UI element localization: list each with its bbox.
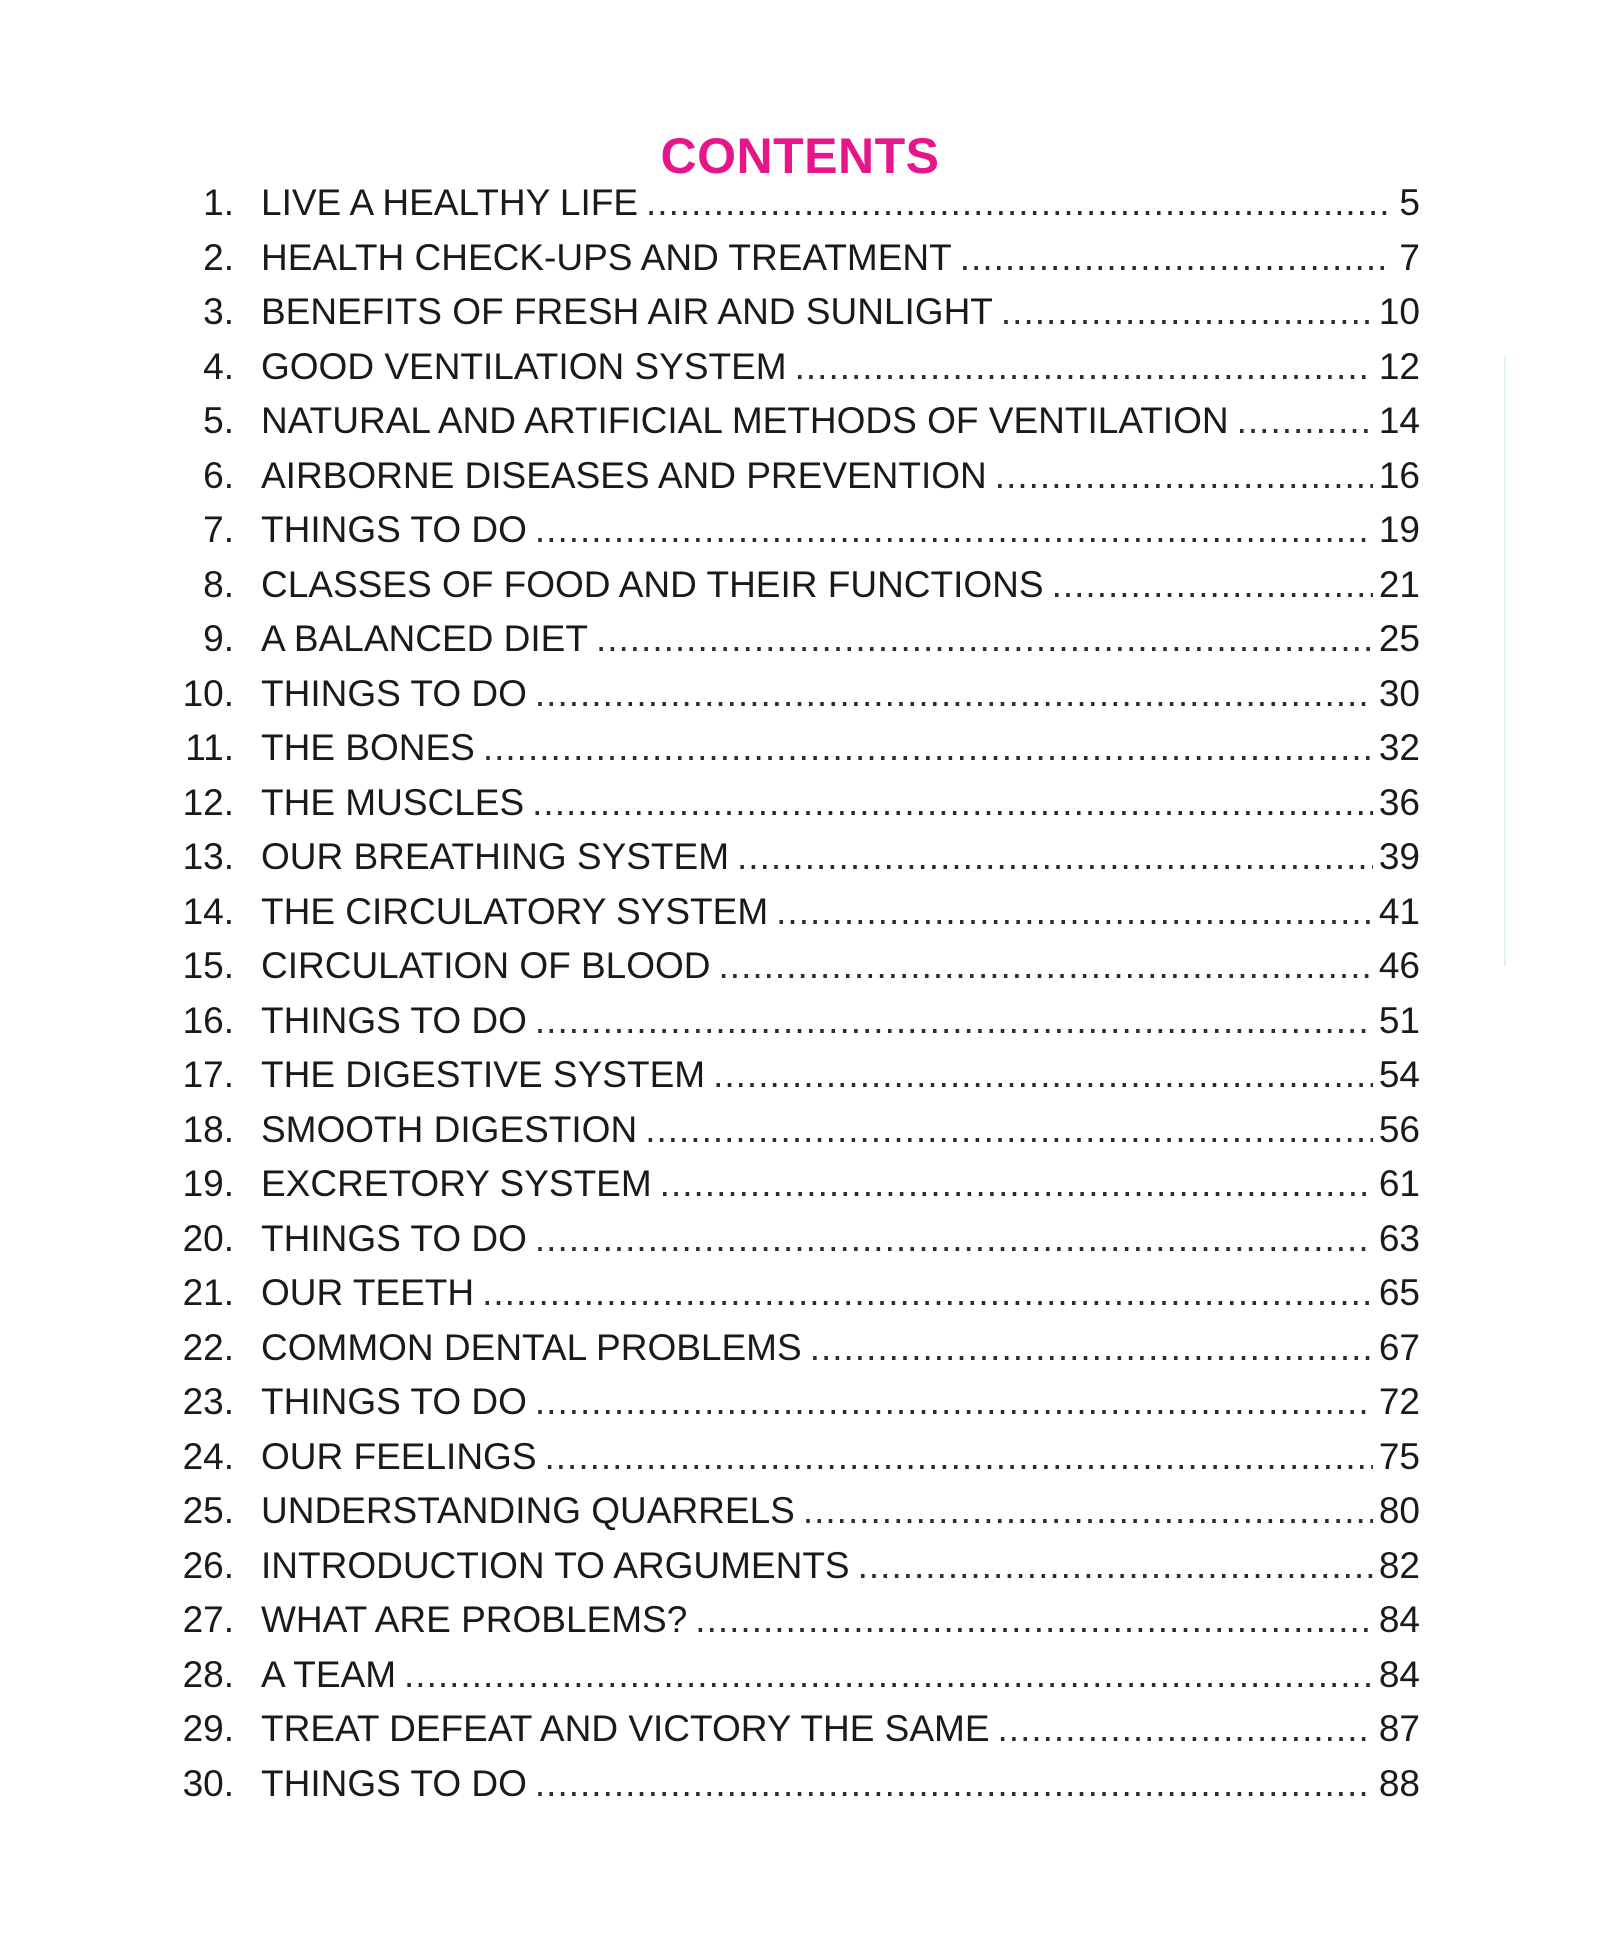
toc-entry-page-number: 84 xyxy=(1378,1599,1420,1640)
toc-entry-page-number: 61 xyxy=(1378,1163,1420,1204)
toc-entry-leader-dots xyxy=(535,1212,1373,1267)
toc-entry-title: THINGS TO DO xyxy=(261,999,527,1041)
toc-entry-title: HEALTH CHECK-UPS AND TREATMENT xyxy=(261,236,952,278)
toc-entry-number: 6. xyxy=(203,454,234,496)
toc-entry-page-number: 54 xyxy=(1378,1054,1420,1095)
toc-entry[interactable] xyxy=(170,939,1420,994)
page-edge-line xyxy=(1504,356,1506,966)
toc-entry[interactable] xyxy=(170,830,1420,885)
toc-entry-number: 28. xyxy=(182,1653,234,1695)
toc-entry-number: 1. xyxy=(203,182,234,223)
toc-entry-title: GOOD VENTILATION SYSTEM xyxy=(261,345,787,387)
toc-entry-title: COMMON DENTAL PROBLEMS xyxy=(261,1326,802,1368)
toc-entry-title: THINGS TO DO xyxy=(261,672,527,714)
toc-entry-number: 17. xyxy=(182,1054,234,1095)
toc-entry[interactable] xyxy=(170,1430,1420,1485)
toc-entry[interactable] xyxy=(170,721,1420,776)
toc-entry-leader-dots xyxy=(535,667,1373,722)
toc-entry-title: BENEFITS OF FRESH AIR AND SUNLIGHT xyxy=(261,291,993,332)
toc-entry-title: THINGS TO DO xyxy=(261,1217,527,1259)
toc-entry-page-number: 41 xyxy=(1378,890,1420,932)
toc-entry-title: THE CIRCULATORY SYSTEM xyxy=(261,890,769,932)
toc-entry-leader-dots xyxy=(719,939,1373,994)
toc-entry-page-number: 36 xyxy=(1378,781,1420,823)
toc-entry[interactable] xyxy=(170,1266,1420,1321)
toc-entry[interactable] xyxy=(170,1103,1420,1158)
toc-entry-page-number: 25 xyxy=(1378,618,1420,659)
toc-entry-leader-dots xyxy=(737,830,1373,885)
toc-entry-leader-dots xyxy=(645,1103,1373,1158)
toc-entry-leader-dots xyxy=(995,449,1373,504)
toc-entry-leader-dots xyxy=(858,1539,1373,1594)
toc-entry-number: 2. xyxy=(203,236,234,278)
toc-entry[interactable] xyxy=(170,1702,1420,1757)
toc-entry-title: SMOOTH DIGESTION xyxy=(261,1108,638,1150)
toc-entry-number: 15. xyxy=(182,945,234,986)
toc-entry-title: EXCRETORY SYSTEM xyxy=(261,1163,652,1204)
toc-entry[interactable] xyxy=(170,394,1420,449)
toc-entry-number: 10. xyxy=(182,672,234,714)
toc-entry-number: 13. xyxy=(182,836,234,877)
toc-entry-leader-dots xyxy=(1001,285,1373,340)
toc-entry-number: 9. xyxy=(203,618,234,659)
toc-entry-number: 8. xyxy=(203,563,234,605)
toc-entry-number: 24. xyxy=(182,1435,234,1477)
toc-entry-number: 12. xyxy=(182,781,234,823)
toc-entry[interactable] xyxy=(170,667,1420,722)
toc-entry-page-number: 32 xyxy=(1378,727,1420,768)
toc-entry-number: 20. xyxy=(182,1217,234,1259)
toc-entry-title: OUR FEELINGS xyxy=(261,1435,537,1477)
toc-entry[interactable] xyxy=(170,994,1420,1049)
toc-entry[interactable] xyxy=(170,449,1420,504)
toc-entry[interactable] xyxy=(170,558,1420,613)
toc-entry-title: NATURAL AND ARTIFICIAL METHODS OF VENTILATION xyxy=(261,400,1229,441)
toc-entry-leader-dots xyxy=(776,885,1373,940)
toc-entry-leader-dots xyxy=(535,1375,1373,1430)
toc-entry-title: CLASSES OF FOOD AND THEIR FUNCTIONS xyxy=(261,563,1044,605)
table-of-contents xyxy=(170,176,1420,1811)
toc-entry-page-number: 14 xyxy=(1378,400,1420,441)
toc-entry-leader-dots xyxy=(483,721,1373,776)
toc-entry-leader-dots xyxy=(695,1593,1373,1648)
toc-entry[interactable] xyxy=(170,285,1420,340)
toc-entry-page-number: 88 xyxy=(1378,1762,1420,1804)
toc-entry-page-number: 82 xyxy=(1378,1544,1420,1586)
toc-entry-page-number: 72 xyxy=(1378,1381,1420,1422)
toc-entry-leader-dots xyxy=(810,1321,1373,1376)
toc-entry-number: 29. xyxy=(182,1708,234,1749)
toc-entry-number: 4. xyxy=(203,345,234,387)
toc-entry-leader-dots xyxy=(998,1702,1373,1757)
toc-entry-number: 7. xyxy=(203,509,234,550)
toc-entry-number: 27. xyxy=(182,1599,234,1640)
toc-entry-number: 21. xyxy=(182,1272,234,1313)
toc-entry-title: OUR BREATHING SYSTEM xyxy=(261,836,730,877)
toc-entry[interactable] xyxy=(170,612,1420,667)
toc-entry[interactable] xyxy=(170,1757,1420,1812)
toc-entry-leader-dots xyxy=(404,1648,1373,1703)
toc-entry-number: 23. xyxy=(182,1381,234,1422)
toc-entry-title: AIRBORNE DISEASES AND PREVENTION xyxy=(261,454,987,496)
toc-entry-number: 3. xyxy=(203,291,234,332)
toc-entry-leader-dots xyxy=(535,1757,1373,1812)
toc-entry-page-number: 7 xyxy=(1399,236,1420,278)
toc-entry-page-number: 63 xyxy=(1378,1217,1420,1259)
toc-entry[interactable] xyxy=(170,1157,1420,1212)
toc-entry-page-number: 46 xyxy=(1378,945,1420,986)
toc-entry-number: 16. xyxy=(182,999,234,1041)
toc-entry-leader-dots xyxy=(1237,394,1373,449)
toc-entry-number: 30. xyxy=(182,1762,234,1804)
toc-entry-leader-dots xyxy=(482,1266,1373,1321)
toc-entry-page-number: 30 xyxy=(1378,672,1420,714)
toc-entry[interactable] xyxy=(170,503,1420,558)
toc-entry[interactable] xyxy=(170,885,1420,940)
toc-entry-title: THINGS TO DO xyxy=(261,1762,527,1804)
toc-entry[interactable] xyxy=(170,1375,1420,1430)
toc-entry-title: THE MUSCLES xyxy=(261,781,525,823)
toc-entry-leader-dots xyxy=(713,1048,1373,1103)
toc-entry[interactable] xyxy=(170,1484,1420,1539)
toc-entry-page-number: 80 xyxy=(1378,1490,1420,1531)
toc-entry-number: 25. xyxy=(182,1490,234,1531)
toc-entry-title: LIVE A HEALTHY LIFE xyxy=(261,182,639,223)
toc-entry-title: A BALANCED DIET xyxy=(261,618,588,659)
toc-entry[interactable] xyxy=(170,340,1420,395)
toc-entry-leader-dots xyxy=(660,1157,1373,1212)
toc-entry[interactable] xyxy=(170,1593,1420,1648)
toc-entry-page-number: 87 xyxy=(1378,1708,1420,1749)
toc-entry-title: THE DIGESTIVE SYSTEM xyxy=(261,1054,706,1095)
toc-entry-title: THINGS TO DO xyxy=(261,509,527,550)
toc-entry-page-number: 67 xyxy=(1378,1326,1420,1368)
toc-entry-number: 11. xyxy=(185,727,234,768)
toc-entry[interactable] xyxy=(170,231,1420,286)
toc-entry-page-number: 75 xyxy=(1378,1435,1420,1477)
toc-entry[interactable] xyxy=(170,1048,1420,1103)
toc-entry[interactable] xyxy=(170,176,1420,231)
toc-entry-number: 5. xyxy=(203,400,234,441)
toc-entry-page-number: 5 xyxy=(1399,182,1420,223)
toc-entry-page-number: 16 xyxy=(1378,454,1420,496)
toc-entry-page-number: 65 xyxy=(1378,1272,1420,1313)
toc-entry-leader-dots xyxy=(1052,558,1373,613)
toc-entry-title: THE BONES xyxy=(261,727,475,768)
toc-entry[interactable] xyxy=(170,1648,1420,1703)
toc-entry-title: UNDERSTANDING QUARRELS xyxy=(261,1490,795,1531)
toc-entry-leader-dots xyxy=(646,176,1390,231)
toc-entry-leader-dots xyxy=(535,503,1373,558)
toc-entry-leader-dots xyxy=(596,612,1373,667)
toc-entry-number: 19. xyxy=(182,1163,234,1204)
toc-entry[interactable] xyxy=(170,1212,1420,1267)
toc-entry-number: 26. xyxy=(182,1544,234,1586)
toc-entry-leader-dots xyxy=(795,340,1373,395)
toc-entry-page-number: 10 xyxy=(1378,291,1420,332)
toc-entry[interactable] xyxy=(170,776,1420,831)
toc-entry-page-number: 51 xyxy=(1378,999,1420,1041)
toc-entry-leader-dots xyxy=(535,994,1373,1049)
toc-entry-title: OUR TEETH xyxy=(261,1272,475,1313)
toc-entry-title: CIRCULATION OF BLOOD xyxy=(261,945,711,986)
toc-entry-page-number: 84 xyxy=(1378,1653,1420,1695)
toc-entry-page-number: 21 xyxy=(1378,563,1420,605)
toc-entry-number: 22. xyxy=(182,1326,234,1368)
toc-entry-title: THINGS TO DO xyxy=(261,1381,527,1422)
toc-entry-page-number: 39 xyxy=(1378,836,1420,877)
toc-entry-title: INTRODUCTION TO ARGUMENTS xyxy=(261,1544,850,1586)
toc-entry[interactable] xyxy=(170,1539,1420,1594)
toc-entry-page-number: 12 xyxy=(1378,345,1420,387)
toc-entry-page-number: 19 xyxy=(1378,509,1420,550)
toc-entry-title: A TEAM xyxy=(261,1653,397,1695)
toc-entry-title: TREAT DEFEAT AND VICTORY THE SAME xyxy=(261,1708,990,1749)
toc-entry-leader-dots xyxy=(532,776,1373,831)
toc-entry-title: WHAT ARE PROBLEMS? xyxy=(261,1599,688,1640)
toc-entry-number: 18. xyxy=(182,1108,234,1150)
toc-entry[interactable] xyxy=(170,1321,1420,1376)
toc-entry-leader-dots xyxy=(545,1430,1373,1485)
toc-entry-number: 14. xyxy=(182,890,234,932)
page-title: CONTENTS xyxy=(660,128,940,184)
toc-entry-leader-dots xyxy=(803,1484,1373,1539)
toc-entry-leader-dots xyxy=(960,231,1390,286)
toc-entry-page-number: 56 xyxy=(1378,1108,1420,1150)
